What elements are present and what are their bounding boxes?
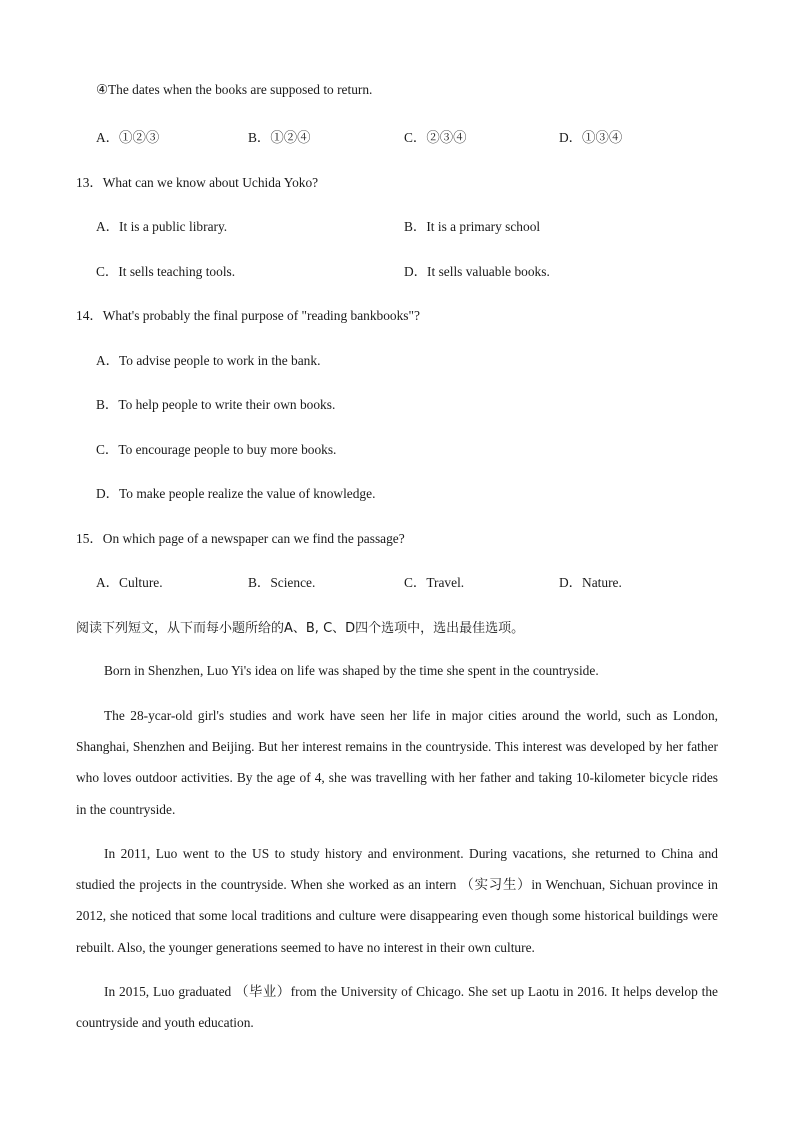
q15-question: 15．On which page of a newspaper can we find the passage? <box>76 531 405 546</box>
q12-option-b: B．①②④ <box>248 130 311 145</box>
q13-option-d: D．It sells valuable books. <box>404 264 550 279</box>
q14-question: 14．What's probably the final purpose of "reading bankbooks"? <box>76 308 420 323</box>
q14-option-b: B．To help people to write their own books. <box>96 397 336 412</box>
section-instruction: 阅读下列短文，从下而每小题所给的A、B, C、D四个选项中，选出最佳选项。 <box>76 621 525 636</box>
q13-option-c: C．It sells teaching tools. <box>96 264 236 279</box>
passage-paragraph-3: In 2011, Luo went to the US to study history and environment. During vacations, she returned to China and studied the projects in the countryside. When she worked as an intern （实习生）in Wenchuan, Sichuan province in 2012, she noticed that some local traditions and culture were disappearing even though some historical buildings were rebuilt. Also, the younger generations seemed to have no interest in their own culture. <box>76 846 718 955</box>
q14-option-a: A．To advise people to work in the bank. <box>96 353 321 368</box>
q13-question: 13．What can we know about Uchida Yoko? <box>76 175 319 190</box>
passage-paragraph-1: Born in Shenzhen, Luo Yi's idea on life was shaped by the time she spent in the countryside. <box>104 663 599 678</box>
q12-option-c: C．②③④ <box>404 130 467 145</box>
q15-option-b: B．Science. <box>248 575 316 590</box>
q14-option-c: C．To encourage people to buy more books. <box>96 442 337 457</box>
q13-option-b: B．It is a primary school <box>404 219 541 234</box>
q15-option-a: A．Culture. <box>96 575 163 590</box>
q15-option-d: D．Nature. <box>559 575 622 590</box>
passage-paragraph-2: The 28-ycar-old girl's studies and work have seen her life in major cities around the world, such as London, Shanghai, Shenzhen and Beijing. But her interest remains in the countryside. This interest was developed by her father who loves outdoor activities. By the age of 4, she was travelling with her father and taking 10-kilometer bicycle rides in the countryside. <box>76 708 718 817</box>
q12-option-d: D．①③④ <box>559 130 623 145</box>
q12-option-a: A．①②③ <box>96 130 160 145</box>
q14-option-d: D．To make people realize the value of knowledge. <box>96 486 376 501</box>
q15-option-c: C．Travel. <box>404 575 465 590</box>
q13-option-a: A．It is a public library. <box>96 219 228 234</box>
item-4: ④The dates when the books are supposed to return. <box>96 82 373 97</box>
passage-paragraph-4: In 2015, Luo graduated （毕业）from the University of Chicago. She set up Laotu in 2016. It helps develop the countryside and youth education. <box>76 984 718 1031</box>
